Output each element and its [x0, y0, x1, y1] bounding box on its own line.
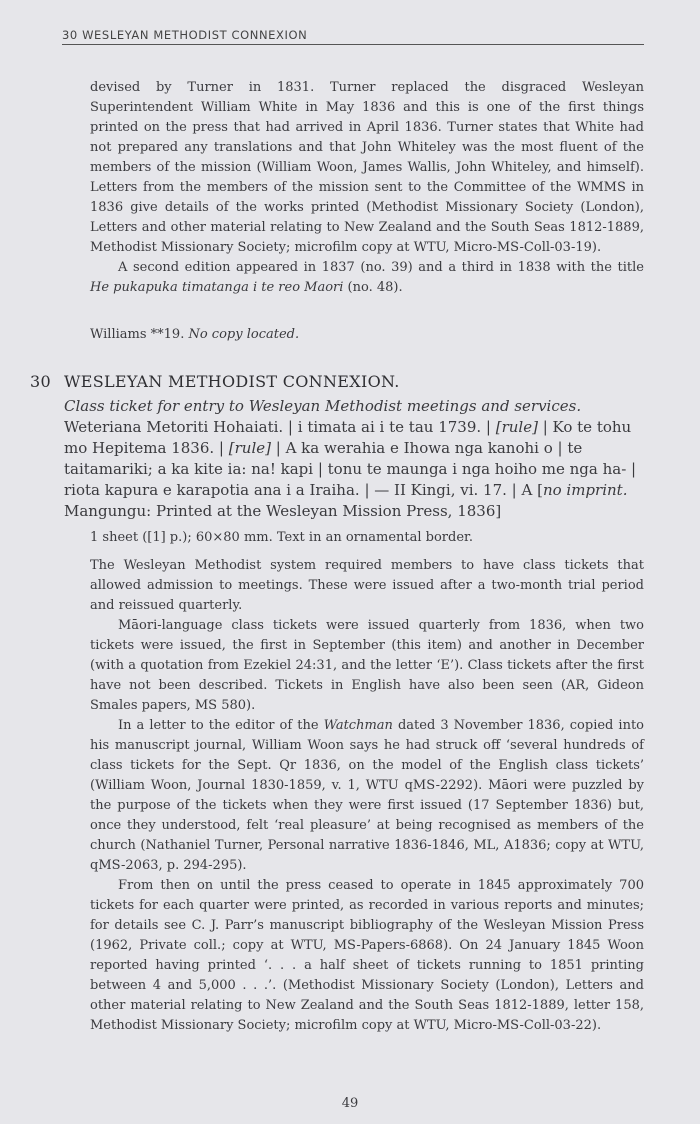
second-edition-text: A second edition appeared in 1837 (no. 39) and a third in 1838 with the title — [118, 260, 644, 275]
note-3-rest: dated 3 November 1836, copied into his manuscript journal, William Woon says he had struck off ‘several hundreds of class tickets for the Sept. Qr 1836, on the model of the English class tickets’ (William Woon, Journal 1830-1859, v. 1, WTU qMS-2292). Māori were puzzled by the purpose of the tickets when they were first issued (17 September 1836) but, once they understood, felt ‘real pleasure’ at being recognised as members of the church (Nathaniel Turner, Personal narrative 1836-1846, ML, A1836; copy at WTU, qMS-2063, p. 294-295). — [90, 718, 644, 873]
rule-marker-2: [rule] — [228, 439, 271, 457]
entry-title: WESLEYAN METHODIST CONNEXION. — [64, 372, 400, 391]
continued-paragraph: devised by Turner in 1831. Turner replaced the disgraced Wesleyan Superintendent William White in May 1836 and this is one of the first things printed on the press that had arrived in April 1836. Turner states that White had not prepared any translations and that John Whiteley was the most fluent of the members of the mission (William Woon, James Wallis, John Whiteley, and himself). Letters from the members of the mission sent to the Committee of the WMMS in 1836 give details of the works printed (Methodist Missionary Society (London), Letters and other material relating to New Zealand and the South Seas 1812-1889, Methodist Missionary Society; microfilm copy at WTU, Micro-MS-Coll-03-19). — [90, 80, 644, 255]
entry-description — [64, 396, 644, 522]
second-edition-suffix: (no. 48). — [343, 280, 403, 295]
williams-note: No copy located. — [188, 327, 300, 342]
note-paragraph-4: From then on until the press ceased to operate in 1845 approximately 700 tickets for each quarter were printed, as recorded in various reports and minutes; for details see C. J. Parr’s manuscript bibliography of the Wesleyan Mission Press (1962, Private coll.; copy at WTU, MS-Papers-6868). On 24 January 1845 Woon reported having printed ‘. . . a half sheet of tickets running to 1851 printing between 4 and 5,000 . . .’. (Methodist Missionary Society (London), Letters and other material relating to New Zealand and the South Seas 1812-1889, letter 158, Methodist Missionary Society; microfilm copy at WTU, Micro-MS-Coll-03-22). — [90, 878, 644, 1033]
page-number: 49 — [341, 1096, 359, 1111]
note-paragraph-1: The Wesleyan Methodist system required members to have class tickets that allowed admission to meetings. These were issued after a two-month trial period and reissued quarterly. — [90, 558, 644, 613]
note-3-text: In a letter to the editor of the — [118, 718, 324, 733]
entry-heading — [30, 372, 650, 391]
running-head: 30 WESLEYAN METHODIST CONNEXION — [62, 28, 644, 45]
entry-number: 30 — [30, 372, 51, 391]
note-paragraph-3 — [90, 716, 644, 876]
second-edition-paragraph — [90, 258, 644, 298]
rule-marker-1: [rule] — [495, 418, 538, 436]
entry-notes — [90, 556, 644, 1036]
transcription-part-2: | Ko te tohu mo Hepitema 1836. | — [64, 418, 632, 457]
williams-ref: Williams **19. — [90, 327, 185, 342]
second-edition-title: He pukapuka timatanga i te reo Maori — [90, 280, 344, 295]
transcription-part-3: | A ka werahia e Ihowa nga kanohi o | te taitamariki; a ka kite ia: na! kapi | tonu te maunga i nga hoiho me nga ha- | riota kapura e karapotia ana i a Iraiha. | — II Kingi, vi. 17. | A [ — [64, 439, 637, 499]
no-imprint: no imprint. — [542, 481, 628, 499]
entry-subtitle: Class ticket for entry to Wesleyan Methodist meetings and services. — [64, 397, 582, 415]
entry-transcription — [64, 417, 644, 522]
imprint: Mangungu: Printed at the Wesleyan Mission Press, 1836] — [64, 502, 502, 520]
physical-description: 1 sheet ([1] p.); 60×80 mm. Text in an ornamental border. — [90, 530, 473, 545]
williams-reference — [90, 325, 644, 345]
note-paragraph-2: Māori-language class tickets were issued quarterly from 1836, when two tickets were issued, the first in September (this item) and another in December (with a quotation from Ezekiel 24:31, and the letter ‘E’). Class tickets after the first have not been described. Tickets in English have also been seen (AR, Gideon Smales papers, MS 580). — [90, 618, 644, 713]
transcription-part-1: Weteriana Metoriti Hohaiati. | i timata ai i te tau 1739. | — [64, 418, 496, 436]
watchman-title: Watchman — [323, 718, 393, 733]
continued-entry-text — [90, 78, 644, 298]
